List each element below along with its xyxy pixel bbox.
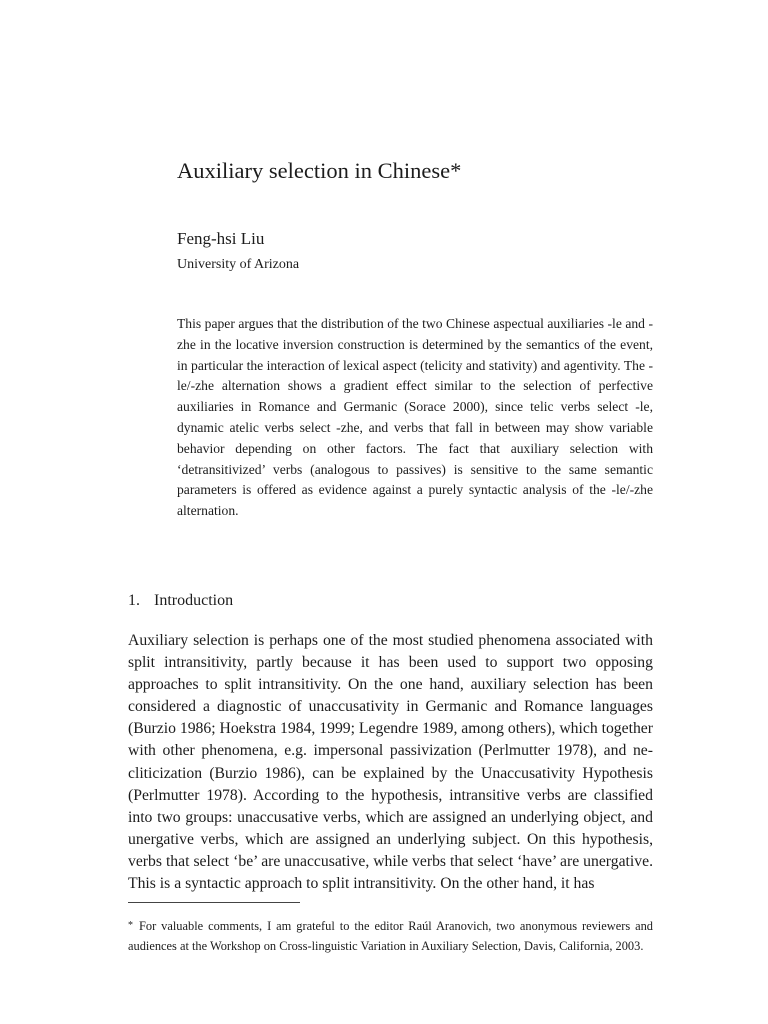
footnote-mark: * — [128, 920, 133, 931]
section-heading — [128, 589, 233, 613]
author-affiliation: University of Arizona — [177, 257, 300, 272]
footnote — [128, 916, 653, 956]
paper-title: Auxiliary selection in Chinese* — [177, 158, 462, 183]
author-name: Feng-hsi Liu — [177, 229, 265, 248]
abstract: This paper argues that the distribution of the two Chinese aspectual auxiliaries -le and -zhe in the locative inversion construction is determined by the semantics of the event, in particular the interaction of lexical aspect (telicity and stativity) and agentivity. The -le/-zhe alternation shows a gradient effect similar to the selection of perfective auxiliaries in Romance and Germanic (Sorace 2000), since telic verbs select -le, dynamic atelic verbs select -zhe, and verbs that fall in between may show variable behavior depending on other factors. The fact that auxiliary selection with ‘detransitivized’ verbs (analogous to passives) is sensitive to the same semantic parameters is offered as evidence against a purely syntactic analysis of the -le/-zhe alternation. — [177, 316, 653, 519]
body-paragraph: Auxiliary selection is perhaps one of the most studied phenomena associated with split intransitivity, partly because it has been used to support two opposing approaches to split intransitivity. On the one hand, auxiliary selection has been considered a diagnostic of unaccusativity in Germanic and Romance languages (Burzio 1986; Hoekstra 1984, 1999; Legendre 1989, among others), which together with other phenomena, e.g. impersonal passivization (Perlmutter 1978), and ne-cliticization (Burzio 1986), can be explained by the Unaccusativity Hypothesis (Perlmutter 1978). According to the hypothesis, intransitive verbs are classified into two groups: unaccusative verbs, which are assigned an underlying object, and unergative verbs, which are assigned an underlying subject. On this hypothesis, verbs that select ‘be’ are unaccusative, while verbs that select ‘have’ are unergative. This is a syntactic approach to split intransitivity. On the other hand, it has — [128, 632, 653, 893]
section-number: 1. — [128, 592, 140, 609]
section-title: Introduction — [154, 592, 234, 609]
footnote-rule — [128, 902, 300, 903]
footnote-text: For valuable comments, I am grateful to the editor Raúl Aranovich, two anonymous reviewers and audiences at the Workshop on Cross-linguistic Variation in Auxiliary Selection, Davis, California, 2003. — [128, 919, 653, 953]
